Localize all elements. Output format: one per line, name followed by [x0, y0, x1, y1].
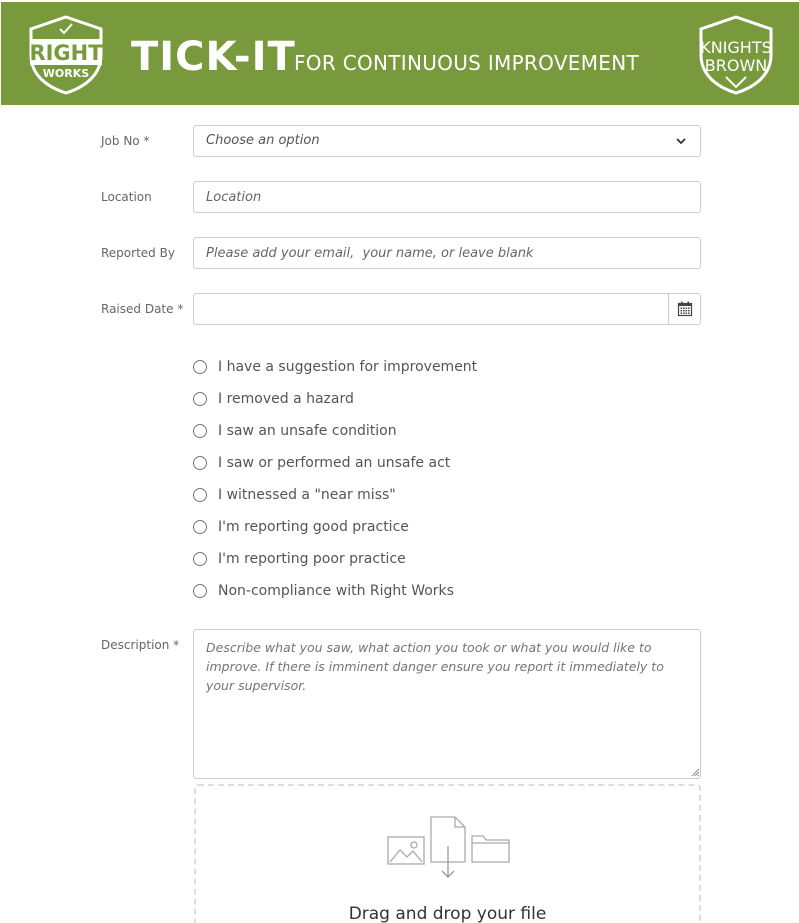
chevron-down-icon	[674, 134, 688, 148]
calendar-icon	[677, 301, 693, 317]
radio-option[interactable]	[193, 511, 477, 543]
knights-brown-logo	[691, 15, 781, 95]
description-label: Description *	[101, 638, 180, 652]
radio-label: I witnessed a "near miss"	[218, 487, 396, 503]
radio-button[interactable]	[193, 520, 207, 534]
app-title: TICK-IT	[131, 34, 296, 80]
radio-button[interactable]	[193, 424, 207, 438]
job-no-selected-value: Choose an option	[206, 133, 320, 148]
resize-handle-icon[interactable]	[690, 767, 700, 777]
radio-label: I'm reporting good practice	[218, 519, 409, 535]
radio-option[interactable]	[193, 543, 477, 575]
upload-icons	[387, 816, 512, 878]
radio-option[interactable]	[193, 415, 477, 447]
radio-label: I saw or performed an unsafe act	[218, 455, 451, 471]
knights-brown-logo-line2: BROWN	[704, 56, 768, 75]
date-picker-button[interactable]	[668, 294, 700, 324]
radio-option[interactable]	[193, 351, 477, 383]
location-input[interactable]	[193, 181, 701, 213]
document-download-icon	[431, 817, 465, 877]
radio-label: Non-compliance with Right Works	[218, 583, 454, 599]
right-works-logo	[27, 15, 105, 95]
right-works-logo-line1: RIGHT	[29, 41, 103, 65]
radio-button[interactable]	[193, 456, 207, 470]
radio-label: I have a suggestion for improvement	[218, 359, 478, 375]
radio-button[interactable]	[193, 584, 207, 598]
radio-button[interactable]	[193, 488, 207, 502]
raised-date-label: Raised Date *	[101, 302, 184, 316]
app-subtitle: FOR CONTINUOUS IMPROVEMENT	[294, 51, 640, 75]
radio-button[interactable]	[193, 392, 207, 406]
radio-label: I'm reporting poor practice	[218, 551, 406, 567]
knights-brown-logo-line1: KNIGHTS	[700, 38, 772, 57]
right-works-logo-line2: WORKS	[42, 67, 90, 80]
report-type-radio-group	[193, 351, 477, 607]
radio-option[interactable]	[193, 447, 477, 479]
radio-button[interactable]	[193, 552, 207, 566]
radio-label: I saw an unsafe condition	[218, 423, 397, 439]
dropzone-label: Drag and drop your file	[348, 904, 547, 923]
image-icon	[388, 837, 424, 864]
radio-option[interactable]	[193, 383, 477, 415]
file-dropzone[interactable]	[194, 784, 701, 923]
radio-option[interactable]	[193, 575, 477, 607]
reported-by-input[interactable]	[193, 237, 701, 269]
reported-by-label: Reported By	[101, 246, 175, 260]
description-textarea[interactable]	[193, 629, 701, 779]
app-header	[1, 2, 799, 105]
location-label: Location	[101, 190, 152, 204]
job-no-label: Job No *	[101, 134, 150, 148]
raised-date-input[interactable]	[193, 293, 701, 325]
radio-option[interactable]	[193, 479, 477, 511]
folder-icon	[472, 836, 509, 862]
radio-button[interactable]	[193, 360, 207, 374]
job-no-select[interactable]	[193, 125, 701, 157]
radio-label: I removed a hazard	[218, 391, 354, 407]
